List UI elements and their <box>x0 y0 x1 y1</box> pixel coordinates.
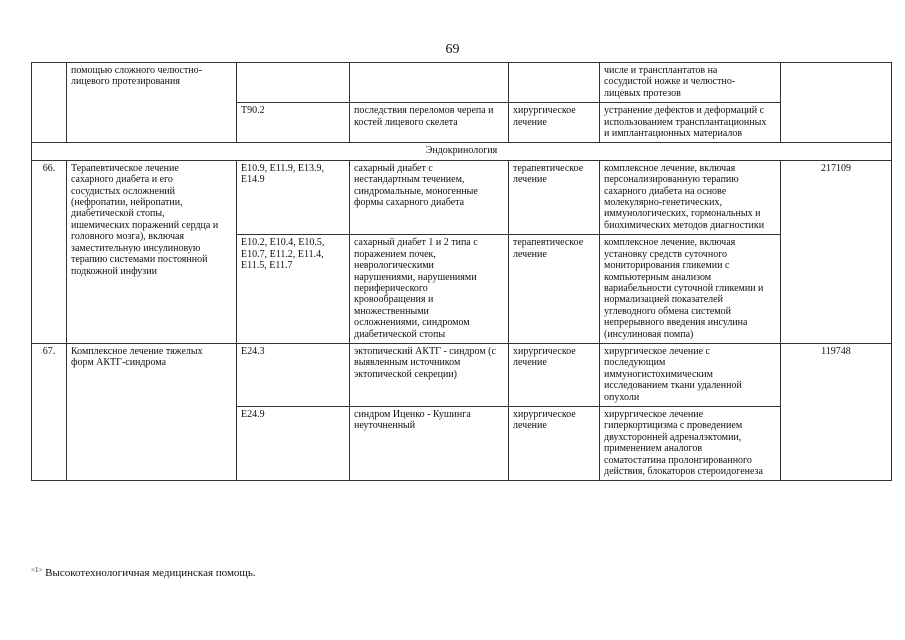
cell-cost: 119748 <box>781 343 892 480</box>
medical-care-table <box>31 62 892 481</box>
cell-name: Терапевтическое лечение сахарного диабета и его сосудистых осложнений (нефропатии, нейропатии, диабетической стопы, ишемических поражений сердца и головного мозга), включая заместительную инсулиновую терапию системами постоянной подкожной инфузии <box>67 160 237 343</box>
cell-model: последствия переломов черепа и костей лицевого скелета <box>350 103 509 143</box>
cell-model: синдром Иценко - Кушинга неуточненный <box>350 406 509 480</box>
cell-type: хирургическое лечение <box>509 406 600 480</box>
cell-model <box>350 63 509 103</box>
cell-num: 67. <box>32 343 67 480</box>
cell-treatment: устранение дефектов и деформаций с использованием трансплантационных и имплантационных материалов <box>600 103 781 143</box>
cell-cost: 217109 <box>781 160 892 343</box>
cell-cost <box>781 63 892 143</box>
footnote-text: Высокотехнологичная медицинская помощь. <box>42 567 256 579</box>
cell-type: терапевтическое лечение <box>509 235 600 344</box>
footnote <box>31 566 256 579</box>
cell-codes: E10.2, E10.4, E10.5, E10.7, E11.2, E11.4, E11.5, E11.7 <box>237 235 350 344</box>
table-row <box>32 343 892 406</box>
cell-model: сахарный диабет с нестандартным течением, синдромальные, моногенные формы сахарного диабета <box>350 160 509 234</box>
cell-treatment: комплексное лечение, включая персонализированную терапию сахарного диабета на основе молекулярно-генетических, иммунологических, гормональных и биохимических методов диагностики <box>600 160 781 234</box>
cell-model: сахарный диабет 1 и 2 типа с поражением почек, неврологическими нарушениями, нарушениями периферического кровообращения и множественными осложнениями, синдромом диабетической стопы <box>350 235 509 344</box>
cell-codes: E24.9 <box>237 406 350 480</box>
cell-name: Комплексное лечение тяжелых форм АКТГ-синдрома <box>67 343 237 480</box>
cell-num <box>32 63 67 143</box>
cell-codes: T90.2 <box>237 103 350 143</box>
cell-treatment: комплексное лечение, включая установку средств суточного мониторирования гликемии с компьютерным анализом вариабельности суточной гликемии и нормализацией показателей углеводного обмена системой непрерывного введения инсулина (инсулиновая помпа) <box>600 235 781 344</box>
table-row <box>32 160 892 234</box>
cell-model: эктопический АКТГ - синдром (с выявленным источником эктопической секреции) <box>350 343 509 406</box>
cell-name: помощью сложного челюстно- лицевого протезирования <box>67 63 237 143</box>
section-row <box>32 143 892 160</box>
cell-codes: E24.3 <box>237 343 350 406</box>
cell-treatment: хирургическое лечение с последующим иммуногистохимическим исследованием ткани удаленной опухоли <box>600 343 781 406</box>
cell-type <box>509 63 600 103</box>
cell-treatment: хирургическое лечение гиперкортицизма с проведением двухсторонней адреналэктомии, применением аналогов соматостатина пролонгированного действия, блокаторов стероидогенеза <box>600 406 781 480</box>
cell-type: хирургическое лечение <box>509 343 600 406</box>
page-number: 69 <box>445 42 460 57</box>
table-row <box>32 63 892 103</box>
section-title: Эндокринология <box>32 143 892 160</box>
footnote-mark: <1> <box>31 566 43 574</box>
cell-type: хирургическое лечение <box>509 103 600 143</box>
cell-codes <box>237 63 350 103</box>
cell-treatment: числе и трансплантатов на сосудистой ножке и челюстно- лицевых протезов <box>600 63 781 103</box>
cell-num: 66. <box>32 160 67 343</box>
cell-type: терапевтическое лечение <box>509 160 600 234</box>
cell-codes: E10.9, E11.9, E13.9, E14.9 <box>237 160 350 234</box>
